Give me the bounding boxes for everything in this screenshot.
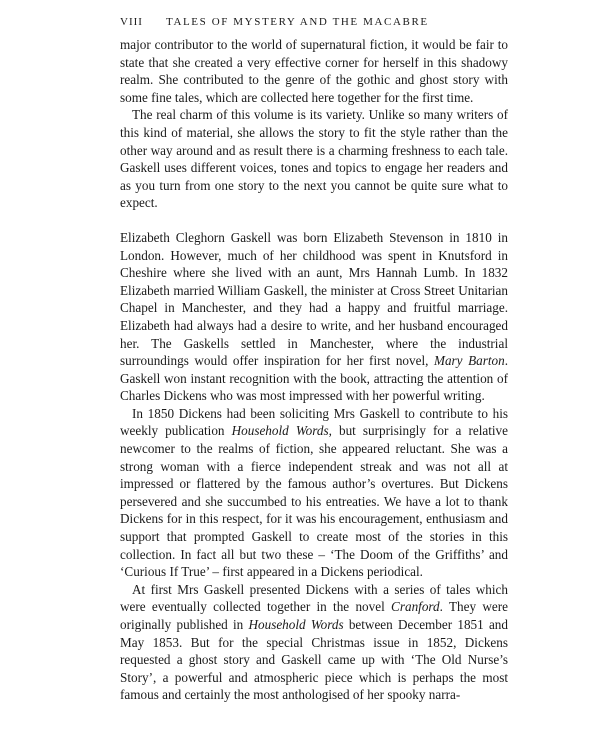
book-page [120,14,508,704]
body-text [120,36,508,704]
italic-title: Cranford [391,599,440,615]
running-head [120,14,508,36]
text-run: Elizabeth Cleghorn Gaskell was born Elizabeth Stevenson in 1810 in London. However, much of her childhood was spent in Knutsford in Cheshire where she lived with an aunt, Mrs Hannah Lumb. In 1832 Elizabeth married William Gaskell, the minister at Cross Street Unitarian Chapel in Manchester, and they had a happy and fruitful marriage. Elizabeth had always had a desire to write, and her husband encouraged her. The Gaskells settled in Manchester, where the industrial surroundings would offer inspiration for her first novel, [120,229,508,369]
italic-title: Household Words [231,423,329,439]
text-run: , but surprisingly for a relative newcomer to the realms of fiction, she appeared reluctant. She was a strong woman with a fierce independent streak and was not all at impressed or flattered by the famous author’s overtures. But Dickens persevered and she succumbed to his entreaties. We have a lot to thank Dickens for in this respect, for it was his encouragement, enthusiasm and support that prompted Gaskell to create most of the stories in this collection. In fact all but two these – ‘The Doom of the Griffiths’ and ‘Curious If True’ – first appeared in a Dickens periodical. [120,423,508,580]
paragraph-p2 [120,106,508,212]
italic-title: Household Words [248,617,344,632]
text-run: At first Mrs Gaskell presented Dickens with a series of tales which were eventually collected together in the novel [120,581,508,615]
text-run: The real charm of this volume is its variety. Unlike so many writers of this kind of material, she allows the story to fit the style rather than the other way around and as result there is a charming freshness to each tale. Gaskell uses different voices, tones and topics to engage her readers and as you turn from one story to the next you cannot be quite sure what to expect. [120,107,508,211]
paragraph-p1 [120,36,508,106]
paragraph-p4 [120,405,508,581]
italic-title: Mary Barton [433,353,505,369]
text-run: In 1850 Dickens had been soliciting Mrs Gaskell to contribute to his weekly publication [120,405,508,439]
book-title-header: TALES OF MYSTERY AND THE MACABRE [166,16,429,28]
text-run: . They were originally published in [120,599,509,632]
paragraph-p3 [120,229,508,405]
section-break [120,212,508,229]
paragraph-p5 [120,581,508,704]
text-run: . Gaskell won instant recognition with the book, attracting the attention of Charles Dickens who was most impressed with her powerful writing. [120,353,508,404]
text-run: between December 1851 and May 1853. But for the special Christmas issue in 1852, Dickens requested a ghost story and Gaskell came up with ‘The Old Nurse’s Story’, a powerful and atmospheric piece which is perhaps the most famous and certainly the most anthologised of her spooky narra- [120,617,508,703]
text-run: major contributor to the world of supernatural fiction, it would be fair to state that she created a very effective corner for herself in this shadowy realm. She contributed to the genre of the gothic and ghost story with some fine tales, which are collected here together for the first time. [120,37,508,105]
page-number: VIII [120,16,143,28]
